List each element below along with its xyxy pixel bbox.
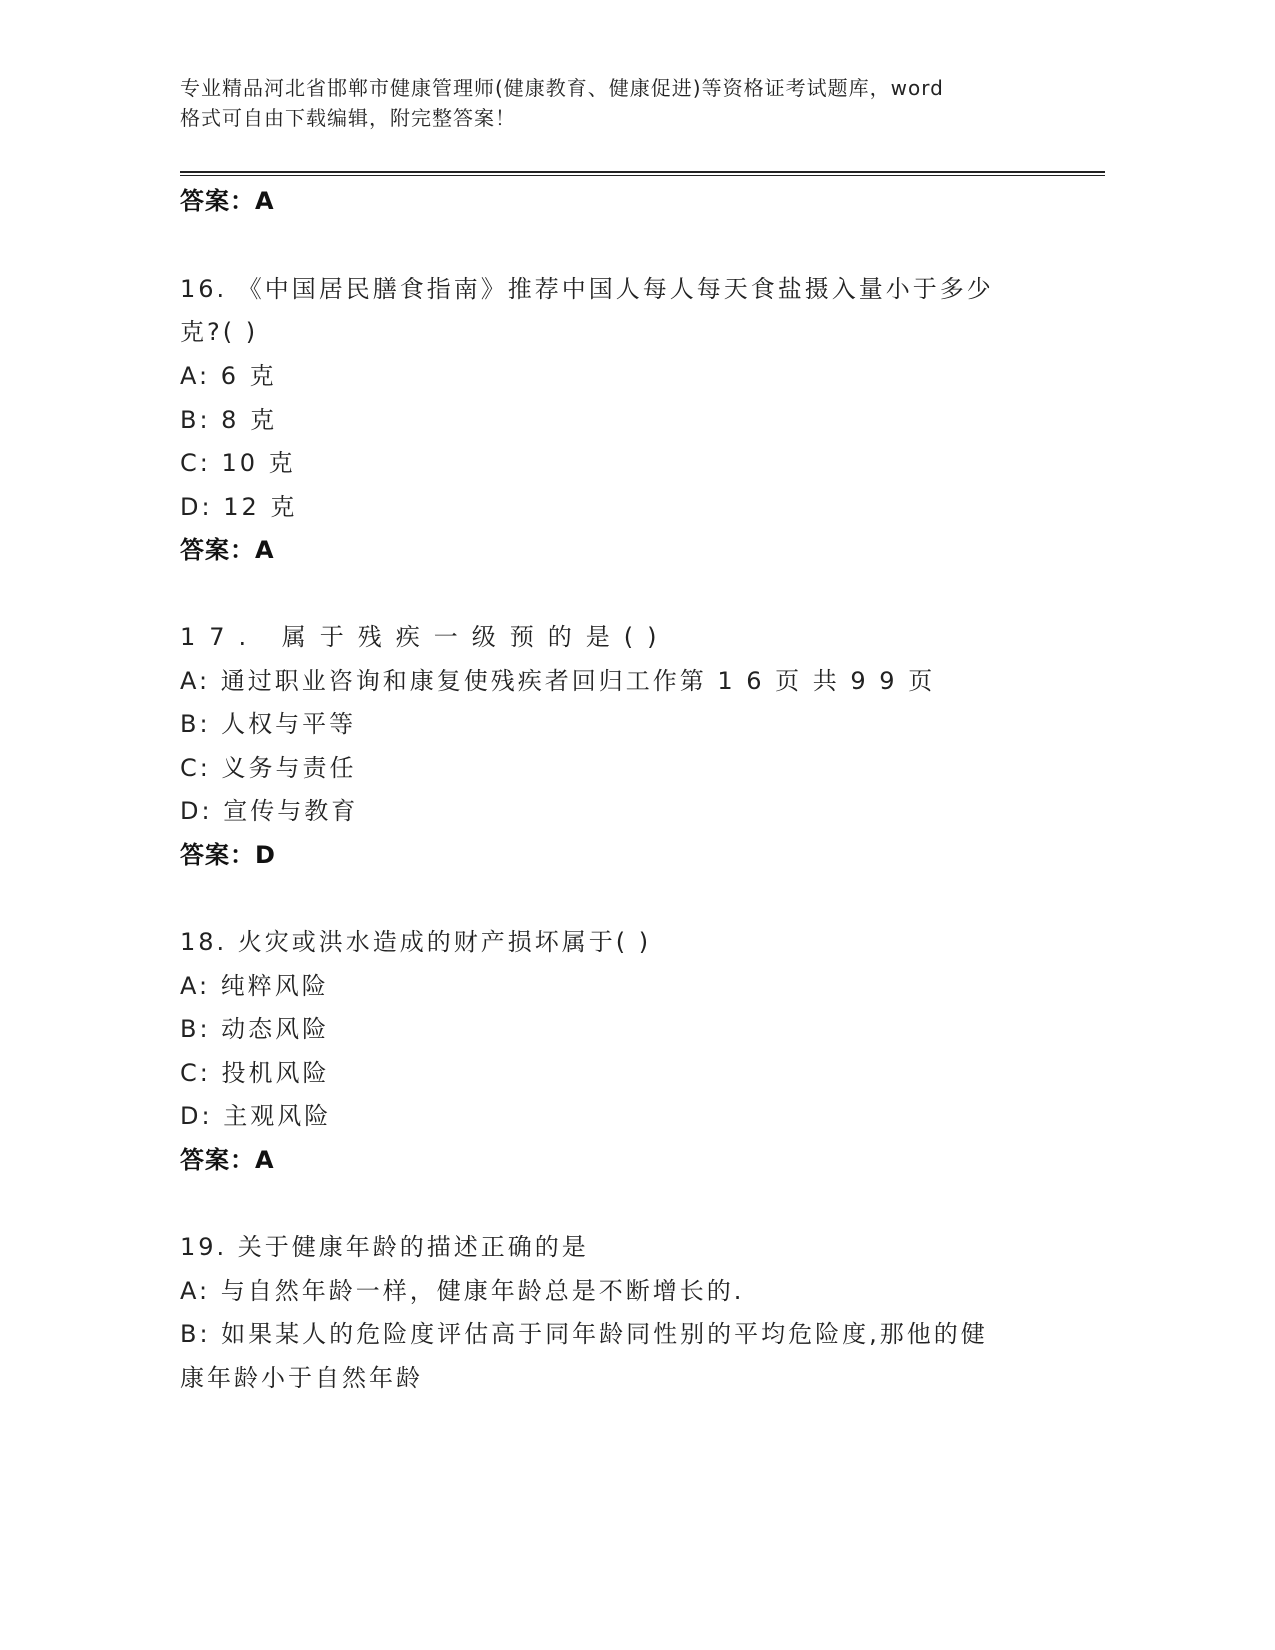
answer-line: 答案：A bbox=[180, 536, 275, 564]
header-line: 格式可自由下载编辑，附完整答案！ bbox=[180, 106, 516, 130]
question-stem: 16. 《中国居民膳食指南》推荐中国人每人每天食盐摄入量小于多少 bbox=[180, 275, 994, 303]
question-stem: 18. 火灾或洪水造成的财产损坏属于( ) bbox=[180, 928, 652, 956]
option-b-continued: 康年龄小于自然年龄 bbox=[180, 1364, 423, 1392]
header-divider bbox=[180, 171, 1105, 173]
option-c: C: 义务与责任 bbox=[180, 754, 357, 782]
option-a: A: 通过职业咨询和康复使残疾者回归工作第 1 6 页 共 9 9 页 bbox=[180, 667, 936, 695]
option-d: D: 宣传与教育 bbox=[180, 797, 359, 825]
option-d: D: 主观风险 bbox=[180, 1102, 332, 1130]
option-b: B: 8 克 bbox=[180, 406, 278, 434]
option-a: A: 与自然年龄一样，健康年龄总是不断增长的. bbox=[180, 1277, 745, 1305]
option-b: B: 如果某人的危险度评估高于同年龄同性别的平均危险度,那他的健 bbox=[180, 1320, 988, 1348]
question-stem: 克?( ) bbox=[180, 318, 259, 346]
option-a: A: 纯粹风险 bbox=[180, 972, 329, 1000]
option-a: A: 6 克 bbox=[180, 362, 277, 390]
header-line: 专业精品河北省邯郸市健康管理师(健康教育、健康促进)等资格证考试题库，word bbox=[180, 76, 944, 100]
option-d: D: 12 克 bbox=[180, 493, 298, 521]
option-b: B: 人权与平等 bbox=[180, 710, 357, 738]
answer-line: 答案：D bbox=[180, 841, 276, 869]
question-stem: 19. 关于健康年龄的描述正确的是 bbox=[180, 1233, 589, 1261]
question-stem: 17. 属于残疾一级预的是() bbox=[180, 623, 671, 651]
header-divider bbox=[180, 175, 1105, 176]
answer-line: 答案：A bbox=[180, 1146, 275, 1174]
option-c: C: 10 克 bbox=[180, 449, 296, 477]
option-c: C: 投机风险 bbox=[180, 1059, 330, 1087]
answer-line: 答案：A bbox=[180, 187, 275, 215]
option-b: B: 动态风险 bbox=[180, 1015, 330, 1043]
